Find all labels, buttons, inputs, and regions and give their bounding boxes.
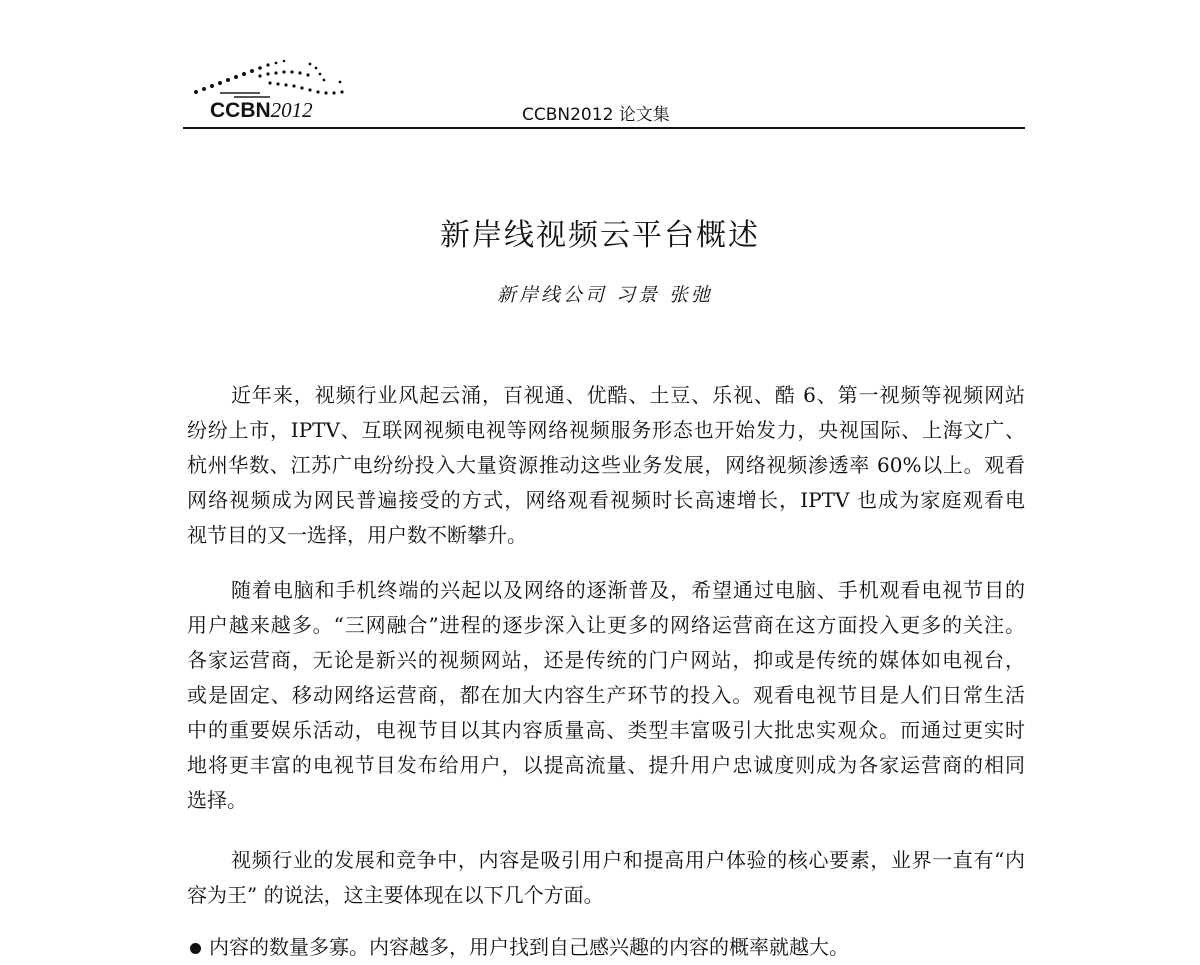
bullet-dot-icon [190,943,201,954]
text-line: 近年来，视频行业风起云涌，百视通、优酷、土豆、乐视、酷 6、第一视频等视频网站 [231,383,1025,407]
text-line: 容为王” 的说法，这主要体现在以下几个方面。 [187,883,604,907]
text-line: 视节目的又一选择，用户数不断攀升。 [187,523,527,547]
article-authors: 新岸线公司 习景 张弛 [496,284,714,306]
paragraph-3 [187,843,1025,913]
text-line: 各家运营商，无论是新兴的视频网站，还是传统的门户网站，抑或是传统的媒体如电视台， [187,648,1025,672]
text-line: 地将更丰富的电视节目发布给用户，以提高流量、提升用户忠诚度则成为各家运营商的相同 [187,753,1025,777]
article-title: 新岸线视频云平台概述 [440,218,760,253]
bullet-item [190,930,849,965]
text-line: 杭州华数、江苏广电纷纷投入大量资源推动这些业务发展，网络视频渗透率 60%以上。观看 [187,453,1025,477]
paragraph-2 [187,573,1025,818]
text-line: 纷纷上市，IPTV、互联网视频电视等网络视频服务形态也开始发力，央视国际、上海文广、 [187,418,1025,442]
paragraph-1 [187,378,1025,553]
running-header-title: CCBN2012 论文集 [522,105,670,125]
bullet-text: 内容的数量多寡。内容越多，用户找到自己感兴趣的内容的概率就越大。 [209,935,849,959]
text-line: 视频行业的发展和竞争中，内容是吸引用户和提高用户体验的核心要素，业界一直有“内 [231,848,1025,872]
text-line: 中的重要娱乐活动，电视节目以其内容质量高、类型丰富吸引大批忠实观众。而通过更实时 [187,718,1025,742]
ccbn-logo-text: CCBN2012 [210,98,313,122]
text-line: 用户越来越多。“三网融合”进程的逐步深入让更多的网络运营商在这方面投入更多的关注。 [187,613,1025,637]
header-rule [183,127,1025,129]
text-line: 或是固定、移动网络运营商，都在加大内容生产环节的投入。观看电视节目是人们日常生活 [187,683,1025,707]
text-line: 随着电脑和手机终端的兴起以及网络的逐渐普及，希望通过电脑、手机观看电视节目的 [231,578,1025,602]
text-line: 网络视频成为网民普遍接受的方式，网络观看视频时长高速增长，IPTV 也成为家庭观看电 [187,488,1025,512]
text-line: 选择。 [187,788,247,812]
